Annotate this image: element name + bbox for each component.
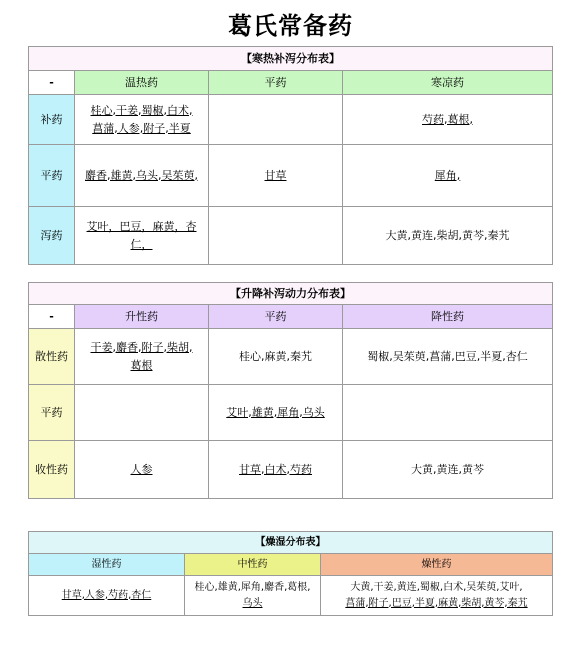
cell [209,95,343,145]
cell[interactable]: 麝香,雄黄,乌头,吴茱萸, [75,145,209,207]
row-label: 散性药 [29,329,75,385]
header-damp: 湿性药 [29,554,185,576]
table-caption: 【升降补泻动力分布表】 [29,283,553,305]
cell[interactable]: 人参 [75,441,209,499]
cell[interactable]: 大黄,黄连,柴胡,黄芩,秦艽 [343,207,553,265]
header-cold: 寒凉药 [343,71,553,95]
cell[interactable]: 犀角, [343,145,553,207]
cell-line[interactable]: 葛根 [130,358,153,372]
row-label: 收性药 [29,441,75,499]
cell[interactable]: 甘草,白术,芍药 [209,441,343,499]
cell [321,576,553,616]
cell[interactable]: 桂心,麻黄,秦艽 [209,329,343,385]
table-row [29,385,553,441]
page-title: 葛氏常备药 [228,12,353,40]
cell[interactable]: 芍药,葛根, [343,95,553,145]
header-descending: 降性药 [343,305,553,329]
cell[interactable]: 艾叶,雄黄,犀角,乌头 [209,385,343,441]
cell[interactable]: 大黄,黄连,黄芩 [343,441,553,499]
cell-line[interactable]: 乌头 [242,597,263,609]
cell-line[interactable]: 大黄,干姜,黄连,蜀椒,白术,吴茱萸,艾叶, [350,581,523,593]
table-row [29,576,553,616]
dry-damp-table [28,531,553,616]
cell [185,576,321,616]
cell-line[interactable]: 桂心,雄黄,犀角,麝香,葛根, [194,581,311,593]
cell [75,329,209,385]
table-caption: 【燥湿分布表】 [29,532,553,554]
cell [343,385,553,441]
cell-line[interactable]: 干姜,麝香,附子,柴胡, [90,340,193,354]
header-warm: 温热药 [75,71,209,95]
row-label: 补药 [29,95,75,145]
cell-line[interactable]: 艾叶，巴豆，麻黄，杏 [86,219,197,233]
cell [75,95,209,145]
cell[interactable]: 蜀椒,吴茱萸,菖蒲,巴豆,半夏,杏仁 [343,329,553,385]
table-row [29,441,553,499]
row-label: 平药 [29,145,75,207]
header-ascending: 升性药 [75,305,209,329]
cell-line[interactable]: 菖蒲,人参,附子,半夏 [92,121,191,135]
header-neutral: 平药 [209,305,343,329]
table-row [29,329,553,385]
header-neutral: 中性药 [185,554,321,576]
corner-cell: - [29,305,75,329]
cell[interactable]: 甘草,人参,芍药,杏仁 [29,576,185,616]
cell-line[interactable]: 菖蒲,附子,巴豆,半夏,麻黄,柴胡,黄芩,秦艽 [345,597,528,609]
cell-line[interactable]: 仁， [130,237,153,251]
row-label: 泻药 [29,207,75,265]
cell [209,207,343,265]
corner-cell: - [29,71,75,95]
cell [75,385,209,441]
table-row [29,207,553,265]
table-row [29,95,553,145]
cell[interactable]: 甘草 [209,145,343,207]
cold-heat-table [28,46,553,265]
table-caption: 【寒热补泻分布表】 [29,47,553,71]
header-dry: 燥性药 [321,554,553,576]
cell [75,207,209,265]
ascend-descend-table [28,282,553,499]
header-neutral: 平药 [209,71,343,95]
row-label: 平药 [29,385,75,441]
cell-line[interactable]: 桂心,干姜,蜀椒,白术, [90,103,193,117]
table-row [29,145,553,207]
